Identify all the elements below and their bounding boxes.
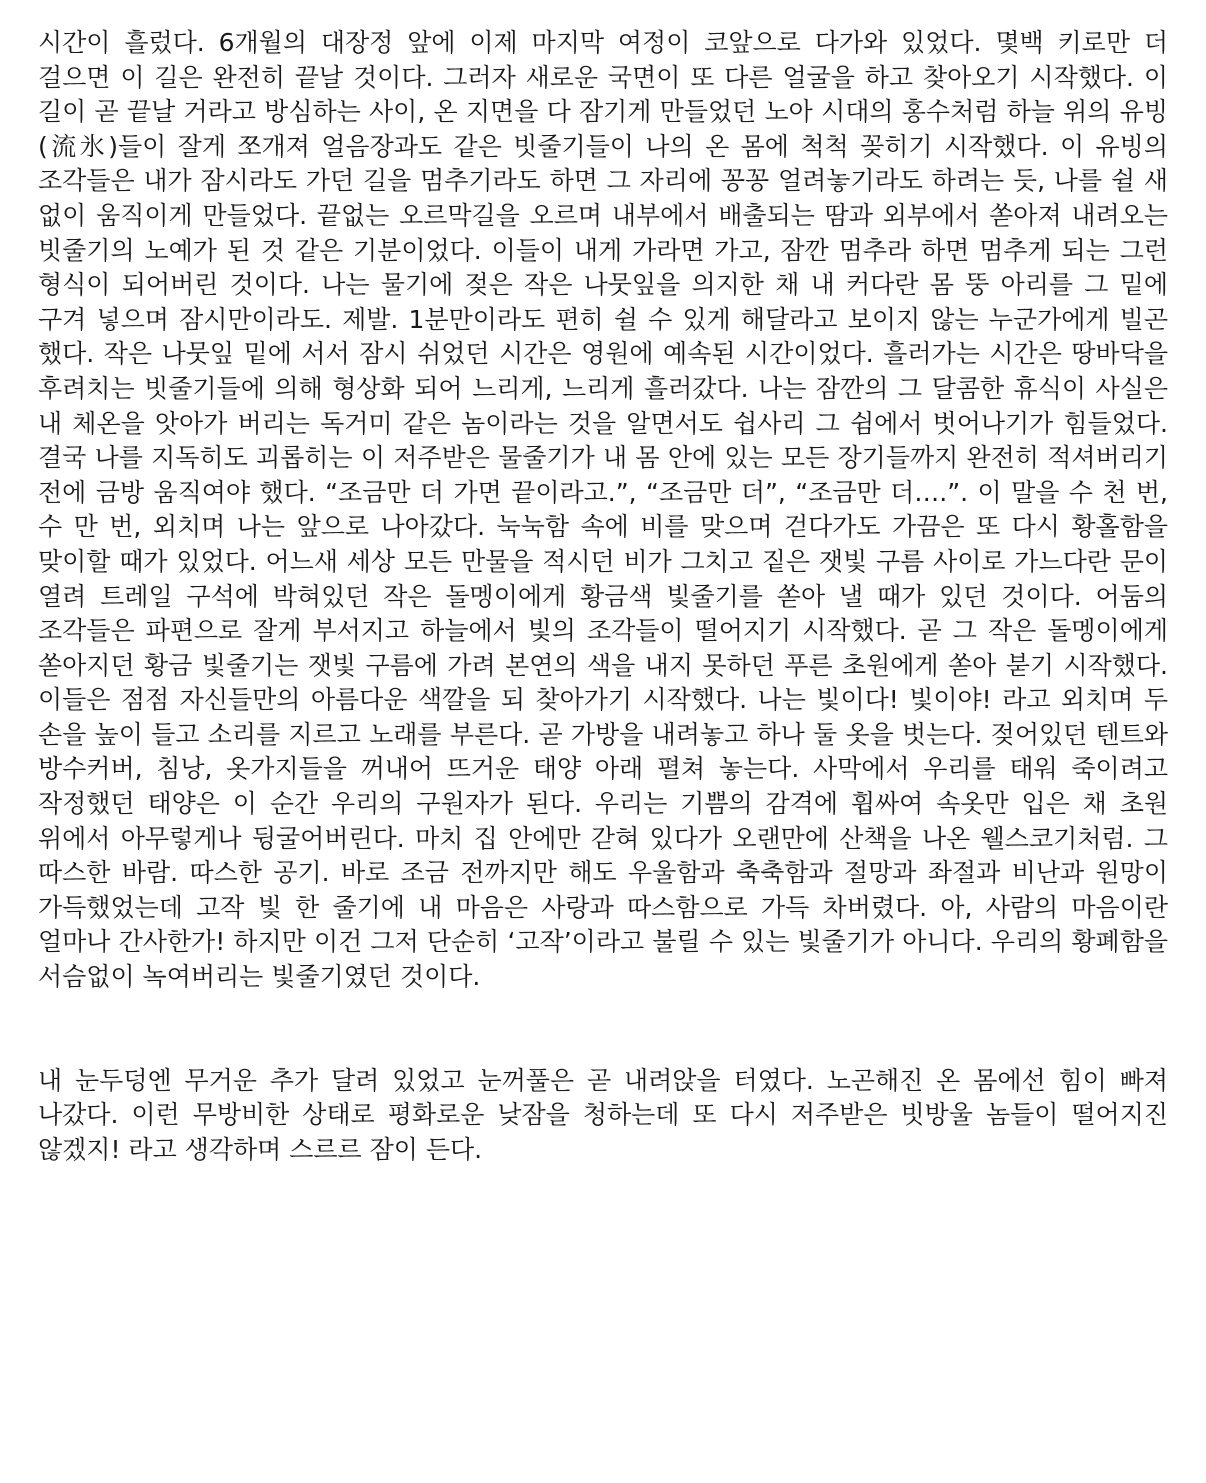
paragraph-spacer <box>38 995 1168 1064</box>
body-paragraph-1: 시간이 흘렀다. 6개월의 대장정 앞에 이제 마지막 여정이 코앞으로 다가와 있었다. 몇백 키로만 더 걸으면 이 길은 완전히 끝날 것이다. 그러자 새로운 국면이 또 다른 얼굴을 하고 찾아오기 시작했다. 이 길이 곧 끝날 거라고 방심하는 사이, 온 지면을 다 잠기게 만들었던 노아 시대의 홍수처럼 하늘 위의 유빙(流氷)들이 잘게 쪼개져 얼음장과도 같은 빗줄기들이 나의 온 몸에 척척 꽂히기 시작했다. 이 유빙의 조각들은 내가 잠시라도 가던 길을 멈추기라도 하면 그 자리에 꽁꽁 얼려놓기라도 하려는 듯, 나를 쉴 새 없이 움직이게 만들었다. 끝없는 오르막길을 오르며 내부에서 배출되는 땀과 외부에서 쏟아져 내려오는 빗줄기의 노예가 된 것 같은 기분이었다. 이들이 내게 가라면 가고, 잠깐 멈추라 하면 멈추게 되는 그런 형식이 되어버린 것이다. 나는 물기에 젖은 작은 나뭇잎을 의지한 채 내 커다란 몸 뚱 아리를 그 밑에 구겨 넣으며 잠시만이라도. 제발. 1분만이라도 편히 쉴 수 있게 해달라고 보이지 않는 누군가에게 빌곤 했다. 작은 나뭇잎 밑에 서서 잠시 쉬었던 시간은 영원에 예속된 시간이었다. 흘러가는 시간은 땅바닥을 후려치는 빗줄기들에 의해 형상화 되어 느리게, 느리게 흘러갔다. 나는 잠깐의 그 달콤한 휴식이 사실은 내 체온을 앗아가 버리는 독거미 같은 놈이라는 것을 알면서도 쉽사리 그 쉼에서 벗어나기가 힘들었다. 결국 나를 지독히도 괴롭히는 이 저주받은 물줄기가 내 몸 안에 있는 모든 장기들까지 완전히 적셔버리기 전에 금방 움직여야 했다. “조금만 더 가면 끝이라고.”, “조금만 더”, “조금만 더….”. 이 말을 수 천 번, 수 만 번, 외치며 나는 앞으로 나아갔다. 눅눅함 속에 비를 맞으며 걷다가도 가끔은 또 다시 황홀함을 맞이할 때가 있었다. 어느새 세상 모든 만물을 적시던 비가 그치고 짙은 잿빛 구름 사이로 가느다란 문이 열려 트레일 구석에 박혀있던 작은 돌멩이에게 황금색 빛줄기를 쏟아 낼 때가 있던 것이다. 어둠의 조각들은 파편으로 잘게 부서지고 하늘에서 빛의 조각들이 떨어지기 시작했다. 곧 그 작은 돌멩이에게 쏟아지던 황금 빛줄기는 잿빛 구름에 가려 본연의 색을 내지 못하던 푸른 초원에게 쏟아 붇기 시작했다. 이들은 점점 자신들만의 아름다운 색깔을 되 찾아가기 시작했다. 나는 빛이다! 빛이야! 라고 외치며 두 손을 높이 들고 소리를 지르고 노래를 부른다. 곧 가방을 내려놓고 하나 둘 옷을 벗는다. 젖어있던 텐트와 방수커버, 침낭, 옷가지들을 꺼내어 뜨거운 태양 아래 펼쳐 놓는다. 사막에서 우리를 태워 죽이려고 작정했던 태양은 이 순간 우리의 구원자가 된다. 우리는 기쁨의 감격에 휩싸여 속옷만 입은 채 초원 위에서 아무렇게나 뒹굴어버린다. 마치 집 안에만 갇혀 있다가 오랜만에 산책을 나온 웰스코기처럼. 그 따스한 바람. 따스한 공기. 바로 조금 전까지만 해도 우울함과 축축함과 절망과 좌절과 비난과 원망이 가득했었는데 고작 빛 한 줄기에 내 마음은 사랑과 따스함으로 가득 차버렸다. 아, 사람의 마음이란 얼마나 간사한가! 하지만 이건 그저 단순히 ‘고작’이라고 불릴 수 있는 빛줄기가 아니다. 우리의 황폐함을 서슴없이 녹여버리는 빛줄기였던 것이다. <box>38 28 1168 992</box>
document-page <box>38 26 1168 1167</box>
body-paragraph-2: 내 눈두덩엔 무거운 추가 달려 있었고 눈꺼풀은 곧 내려앉을 터였다. 노곤해진 온 몸에선 힘이 빠져 나갔다. 이런 무방비한 상태로 평화로운 낮잠을 청하는데 또 다시 저주받은 빗방울 놈들이 떨어지진 않겠지! 라고 생각하며 스르르 잠이 든다. <box>38 1065 1168 1164</box>
